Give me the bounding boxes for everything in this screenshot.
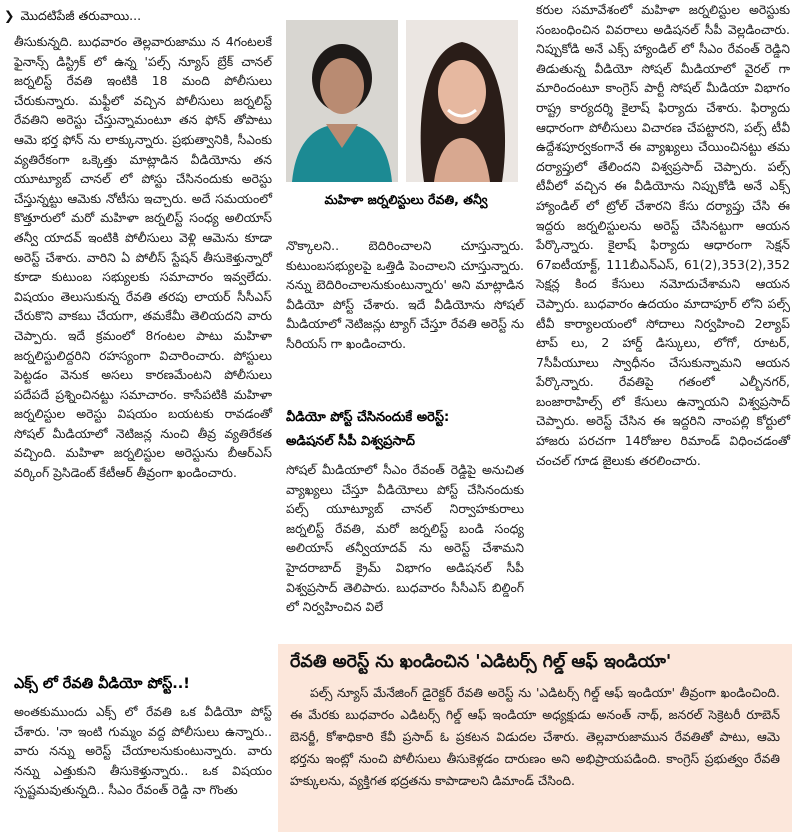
portrait-woman-2-icon bbox=[406, 20, 518, 182]
kicker-text: మొదటిపేజీ తరువాయి... bbox=[20, 8, 142, 23]
subheading-line-1: వీడియో పోస్ట్ చేసినందుకే అరెస్ట్: bbox=[286, 410, 450, 425]
box-body: పల్స్ న్యూస్ మేనేజింగ్ డైరెక్టర్ రేవతి అరెస్ట్ ను 'ఎడిటర్స్ గిల్డ్ ఆఫ్ ఇండియా' తీవ్రంగా ఖండించింది. ఈ మేరకు బుధవారం ఎడిటర్స్ గిల్డ్ ఆఫ్ ఇండియా అధ్యక్షుడు అనంత్ నాథ్, జనరల్ సెక్రెటరీ రూబెన్ బెనర్జీ, కోశాధికారి కేవీ ప్రసాద్ ఓ ప్రకటన విడుదల చేశారు. తెల్లవారుజామున రేవతితో పాటు, ఆమె భర్తను ఇంట్లో నుంచి పోలీసులు తీసుకెళ్లడం దారుణం అని అభిప్రాయపడింది. కాంగ్రెస్ ప్రభుత్వం రేవతి హక్కులను, వ్యక్తిగత భద్రతను కాపాడాలని డిమాండ్ చేసింది. bbox=[290, 685, 780, 788]
paragraph: తీసుకున్నది. బుధవారం తెల్లవారుజాము న 4గంటలకే ఫైనాన్స్ డిస్ట్రిక్ లో ఉన్న 'పల్స్ న్యూస్ బ్రేక్ చానల్ జర్నలిస్ట్ రేవతి ఇంటికి 18 మంది పోలీసులు చేరుకున్నారు. మఫ్టీలో వచ్చిన పోలీసులు జర్నలిస్ట్ రేవతిని అరెస్టు చేస్తున్నామంటూ తన ఫోన్ తోపాటు ఆమె భర్త ఫోన్ ను లాక్కున్నారు. ప్రభుత్వానికి, సీఎంకు వ్యతిరేకంగా ఒక్కెత్తు మాట్లాడిన వీడియోను తన యూట్యూబ్ చానల్ లో పోస్టు చేసినందుకు అరెస్టు చేస్తున్నట్టు ఆమెకు నోటీసు ఇచ్చారు. అదే సమయంలో కొత్తూరులో మరో మహిళా జర్నలిస్ట్ సంధ్య అలియాస్ తన్వీ యాదవ్ ఇంటికి పోలీసులు వెళ్లి ఆమెను కూడా అరెస్ట్ చేశారు. వారిని ఏ పోలీస్ స్టేషన్ తీసుకెళ్తున్నారో కూడా కుటుంబ సభ్యులకు సమాచారం ఇవ్వలేదు. విషయం తెలుసుకున్న రేవతి తరపు లాయర్ సీసీఎస్ చేరుకొని వాకబు చేయగా, తమకేమీ తెలియదని వారు చెప్పారు. ఇదే క్రమంలో 8గంటల పాటు మహిళా జర్నలిస్టులిద్దరిని రహస్యంగా విచారించారు. పోస్టులు పెట్టడం వెనుక అసలు కారణమేంటని పోలీసులు పదేపదే ప్రశ్నించినట్టు సమాచారం. కాసేపటికి మహిళా జర్నలిస్టుల అరెస్టు విషయం బయటకు రావడంతో సోషల్ మీడియాలో నెటిజన్ల నుంచి తీవ్ర వ్యతిరేకత వచ్చింది. మహిళా జర్నలిస్టుల అరెస్టును బీఆర్ఎస్ వర్కింగ్ ప్రెసిడెంట్ కేటీఆర్ తీవ్రంగా ఖండించారు. bbox=[14, 34, 272, 481]
journalist-photos bbox=[286, 20, 526, 220]
subheading-arrest-for-video bbox=[286, 406, 526, 454]
article-column-1 bbox=[14, 32, 272, 483]
portrait-woman-1-icon bbox=[286, 20, 398, 182]
subheading-x-video-post: ఎక్స్ లో రేవతి వీడియో పోస్ట్..! bbox=[14, 676, 190, 692]
editors-guild-box bbox=[278, 644, 792, 832]
article-column-2-continued bbox=[286, 460, 524, 617]
continued-from-front-page bbox=[4, 8, 141, 27]
paragraph: నొక్కాలని.. బెదిరించాలని చూస్తున్నారు. కుటుంబసభ్యులపై ఒత్తిడి పెంచాలని చూస్తున్నారు. నన్ను బెదిరించాలనుకుంటున్నారు' అని మాట్లాడిన వీడియో పోస్ట్ చేశారు. ఇదే వీడియోను సోషల్ మీడియాలో నెటిజన్లు ట్యాగ్ చేస్తూ రేవతి అరెస్ట్ ను సీరియస్ గా ఖండించారు. bbox=[286, 238, 524, 351]
paragraph: సోషల్ మీడియాలో సీఎం రేవంత్ రెడ్డిపై అనుచిత వ్యాఖ్యలు చేస్తూ వీడియోలు పోస్ట్ చేసినందుకు పల్స్ యూట్యూబ్ చానల్ నిర్వాహకురాలు జర్నలిస్ట్ రేవతి, మరో జర్నలిస్ట్ బండి సంధ్య అలియాస్ తన్వీయాదవ్ ను అరెస్ట్ చేశామని హైదరాబాద్ క్రైమ్ విభాగం అడిషనల్ సీపీ విశ్వప్రసాద్ తెలిపారు. బుధవారం సీసీఎస్ బిల్డింగ్ లో నిర్వహించిన విలే bbox=[286, 462, 524, 615]
subheading-line-2: అడిషనల్ సీపీ విశ్వప్రసాద్ bbox=[286, 434, 415, 449]
photo-tanvi bbox=[406, 20, 518, 182]
photo-revathi bbox=[286, 20, 398, 182]
paragraph: కరుల సమావేశంలో మహిళా జర్నలిస్టుల అరెస్టుకు సంబంధించిన వివరాలు అడిషనల్ సీపీ వెల్లడించారు. నిప్పుకోడి అనే ఎక్స్ హ్యాండిల్ లో సీఎం రేవంత్ రెడ్డిని తిడుతున్న వీడియో సోషల్ మీడియాలో వైరల్ గా మారిందంటూ కాంగ్రెస్ పార్టీ సోషల్ మీడియా విభాగం రాష్ట్ర కార్యదర్శి కైలాష్ ఫిర్యాదు చేశారు. ఫిర్యాదు ఆధారంగా పోలీసులు విచారణ చేపట్టారని, పల్స్ టీవీ ఉద్దేశపూర్వకంగానే ఈ వ్యాఖ్యలు చేయించినట్టు తమ దర్యాప్తులో తేలిందని విశ్వప్రసాద్ చెప్పారు. పల్స్ టీవీలో వచ్చిన ఈ వీడియోను నిప్పుకోడి అనే ఎక్స్ హ్యాండిల్ లో ట్రోల్ చేశారని కేసు దర్యాప్తు చేసి ఈ ఇద్దరు జర్నలిస్టులను అరెస్ట్ చేసినట్టుగా ఆయన పేర్కొన్నారు. కైలాష్ ఫిర్యాదు ఆధారంగా సెక్షన్ 67ఐటీయాక్ట్, 111బీఎన్ఎస్, 61(2),353(2),352 సెక్షన్ల కింద కేసులు నమోదుచేశామని ఆయన చెప్పారు. బుధవారం ఉదయం మాదాపూర్ లోని పల్స్ టీవీ కార్యాలయంలో సోదాలు నిర్వహించి 2ల్యాప్ టాప్ లు, 2 హార్డ్ డిస్కులు, లోగో, రూటర్, 7సీపీయూలు స్వాధీనం చేసుకున్నామని ఆయన పేర్కొన్నారు. రేవతిపై గతంలో ఎల్బీనగర్, బంజారాహిల్స్ లో కేసులు ఉన్నాయని విశ్వప్రసాద్ చెప్పారు. అరెస్ట్ చేసిన ఈ ఇద్దరిని నాంపల్లి కోర్టులో హాజరు పరచగా 14రోజుల రిమాండ్ విధించడంతో చంచల్ గూడ జైలుకు తరలించారు. bbox=[536, 2, 790, 468]
article-column-3 bbox=[536, 0, 790, 470]
paragraph: అంతకుముందు ఎక్స్ లో రేవతి ఒక వీడియో పోస్ట్ చేశారు. 'నా ఇంటి గుమ్మం వద్ద పోలీసులు ఉన్నారు.. వారు నన్ను అరెస్ట్ చేయాలనుకుంటున్నారు. వారు నన్ను ఎత్తుకుని తీసుకెళ్తున్నారు.. ఒక విషయం స్పష్టమవుతున్నది.. సీఎం రేవంత్ రెడ్డి నా గొంతు bbox=[14, 704, 272, 798]
article-column-2 bbox=[286, 236, 524, 354]
chevron-right-icon: ❯ bbox=[4, 8, 15, 23]
article-column-1-continued bbox=[14, 702, 272, 800]
photo-caption: మహిళా జర్నలిస్టులు రేవతి, తన్వీ bbox=[324, 192, 488, 207]
box-title: రేవతి అరెస్ట్ ను ఖండించిన 'ఎడిటర్స్ గిల్డ్ ఆఫ్ ఇండియా' bbox=[290, 652, 672, 672]
